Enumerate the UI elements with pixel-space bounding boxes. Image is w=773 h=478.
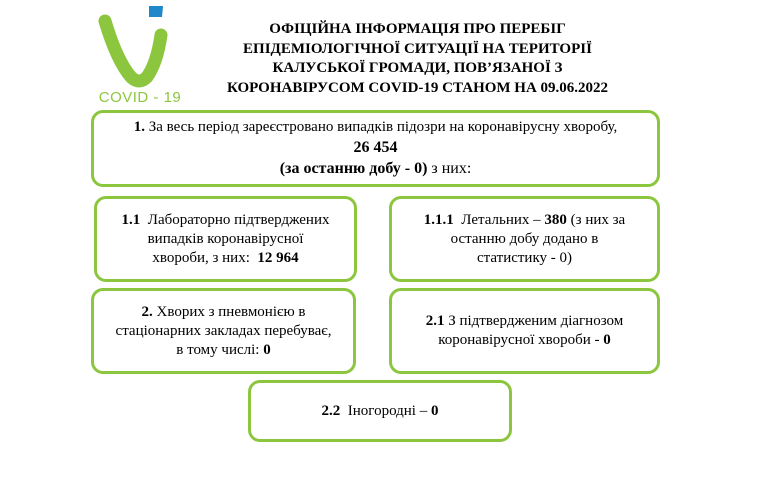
item-text: стаціонарних закладах перебуває, — [115, 322, 332, 339]
total-suspected-value: 26 454 — [353, 139, 398, 156]
item-text: коронавірусної хвороби - — [438, 332, 600, 348]
confirmed-diagnosis-value: 0 — [603, 332, 611, 348]
item-text: З підтвердженим діагнозом — [448, 313, 624, 329]
lab-confirmed-value: 12 964 — [257, 249, 299, 266]
item-number: 1. — [133, 119, 145, 135]
deaths-value: 380 — [544, 211, 567, 228]
title-line: КОРОНАВІРУСОМ COVID-19 СТАНОМ НА 09.06.2022 — [226, 79, 609, 96]
item-text: Іногородні – — [347, 402, 428, 419]
deaths-box — [389, 196, 660, 282]
covid-v-icon — [95, 5, 185, 91]
item-text: За весь період зареєстровано випадків підозри на коронавірусну хворобу, — [148, 119, 618, 135]
item-number: 2.2 — [321, 402, 341, 419]
lab-confirmed-box — [94, 196, 357, 282]
item-number: 2. — [141, 303, 153, 320]
item-text: Летальних – — [461, 211, 541, 228]
item-text: Лабораторно підтверджених — [147, 211, 330, 228]
total-suspected-box — [91, 110, 660, 187]
item-number: 1.1 — [121, 211, 141, 228]
item-number: 1.1.1 — [423, 211, 454, 228]
confirmed-diagnosis-box — [389, 288, 660, 374]
item-text: (з них за — [570, 211, 626, 228]
covid-logo — [95, 5, 185, 107]
item-number: 2.1 — [425, 313, 445, 329]
pneumonia-box — [91, 288, 356, 374]
title-line: ЕПІДЕМІОЛОГІЧНОЇ СИТУАЦІЇ НА ТЕРИТОРІЇ — [243, 40, 592, 57]
title-line: ОФІЦІЙНА ІНФОРМАЦІЯ ПРО ПЕРЕБІГ — [269, 21, 566, 37]
nonresidents-box — [248, 380, 512, 442]
title-line: КАЛУСЬКОЇ ГРОМАДИ, ПОВ’ЯЗАНОЇ З — [272, 60, 563, 76]
page-title — [185, 20, 650, 98]
item-text: останню добу додано в — [450, 230, 599, 247]
item-text: Хворих з пневмонією в — [156, 303, 306, 320]
item-text: хвороби, з них: — [152, 249, 250, 266]
item-text: статистику - 0) — [476, 249, 573, 266]
logo-text: COVID - 19 — [98, 89, 182, 106]
pneumonia-value: 0 — [263, 341, 271, 358]
item-text: з них: — [431, 160, 472, 177]
item-text: випадків коронавірусної — [147, 230, 304, 247]
last-day-count: (за останню добу - 0) — [279, 160, 428, 177]
nonresidents-value: 0 — [430, 402, 439, 419]
item-text: в тому числі: — [176, 341, 260, 358]
